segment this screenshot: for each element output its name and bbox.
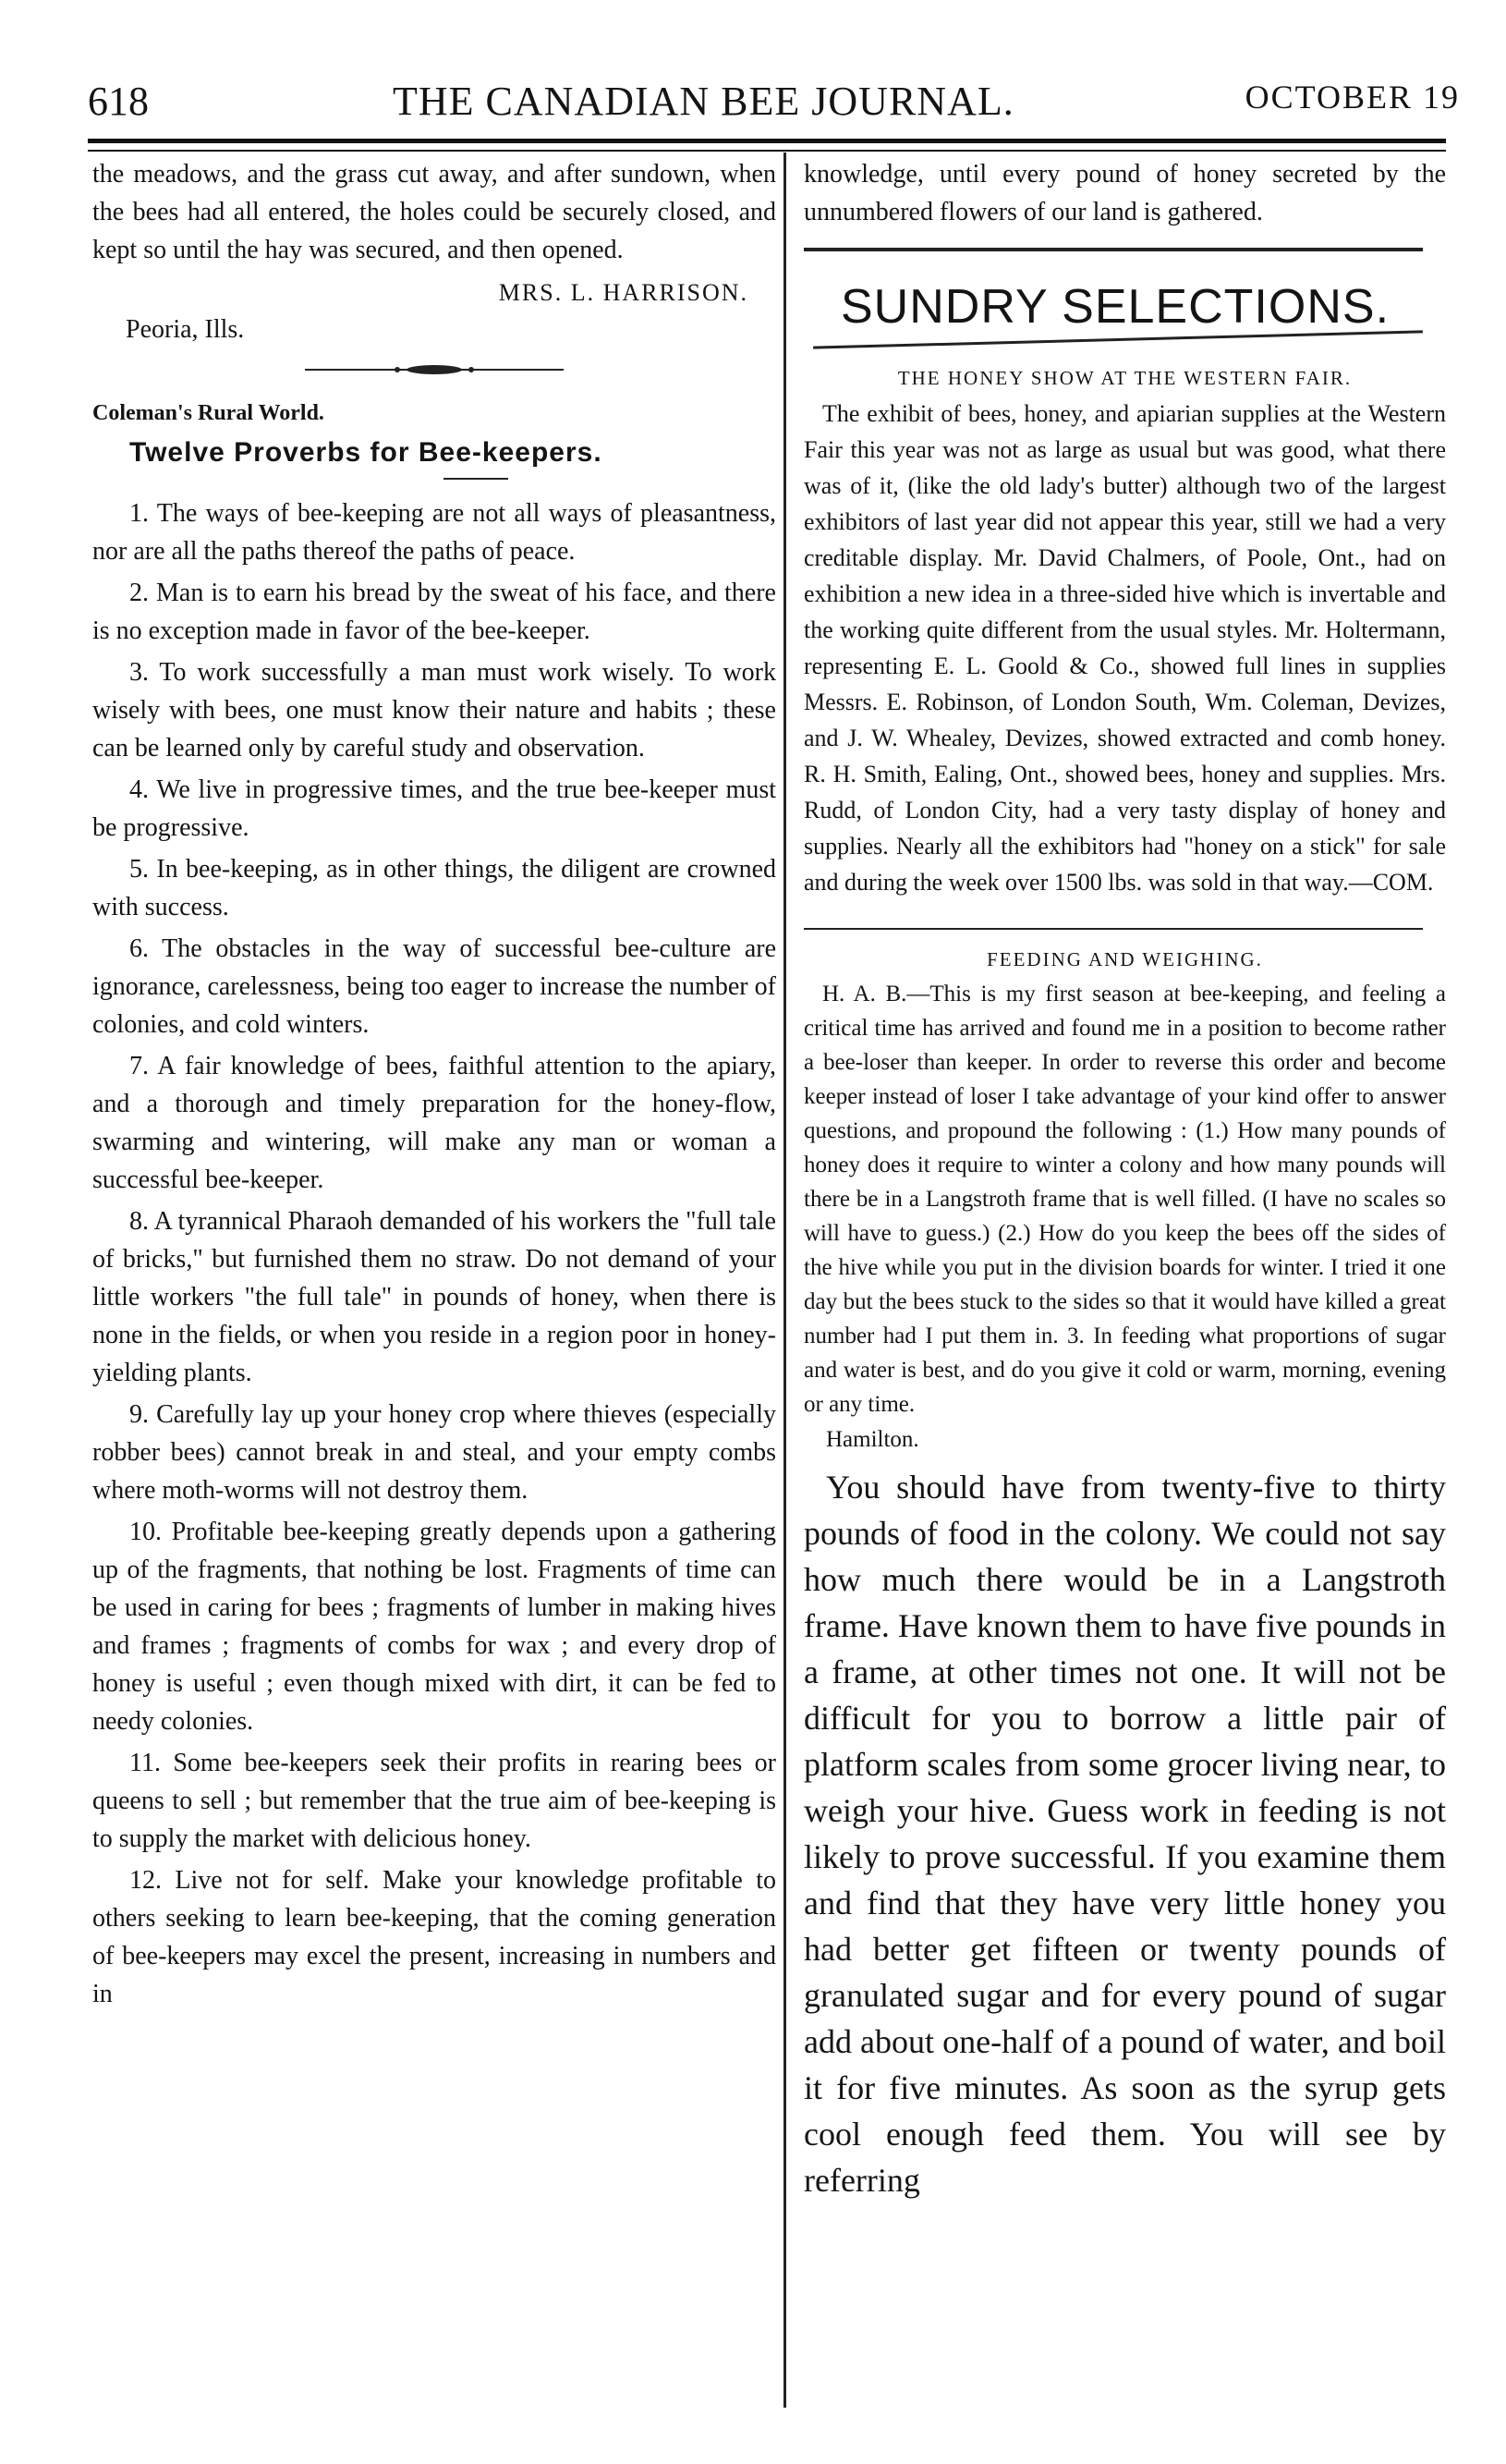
proverb-item: 8. A tyrannical Pharaoh demanded of his workers the "full tale of bricks," but furnished them no straw. Do not demand of your little workers "the full tale" in pounds of honey, when there is none in the fields, or when you reside in a region poor in honey-yielding plants. — [92, 1207, 776, 1387]
proverb-item: 6. The obstacles in the way of successful bee-culture are ignorance, carelessness, being too eager to increase the number of colonies, and cold winters. — [92, 934, 776, 1039]
right-intro-paragraph: knowledge, until every pound of honey secreted by the unnumbered flowers of our land is gathered. — [804, 160, 1446, 226]
editor-answer: You should have from twenty-five to thirty pounds of food in the colony. We could not say how much there would be in a Langstroth frame. Have known them to have five pounds in a frame, at other times not one. It will not be difficult for you to borrow a little pair of platform scales from some grocer living near, to weigh your hive. Guess work in feeding is not likely to prove successful. If you examine them and find that they have very little honey you had better get fifteen or twenty pounds of granulated sugar and for every pound of sugar add about one-half of a pound of water, and boil it for five minutes. As soon as the syrup gets cool enough feed them. You will see by referring — [804, 1469, 1446, 2199]
proverb-item: 10. Profitable bee-keeping greatly depends upon a gathering up of the fragments, that nothing be lost. Fragments of time can be used in caring for bees ; fragments of lumber in making hives and frames ; fragments of combs for wax ; and every drop of honey is useful ; even though mixed with dirt, it can be fed to needy colonies. — [92, 1518, 776, 1736]
proverb-item: 1. The ways of bee-keeping are not all ways of pleasantness, nor are all the paths thereof the paths of peace. — [92, 499, 776, 566]
reader-question: H. A. B.—This is my first season at bee-keeping, and feeling a critical time has arrived and found me in a position to become rather a bee-loser than keeper. In order to reverse this order and become keeper instead of loser I take advantage of your kind offer to answer questions, and propound the following : (1.) How many pounds of honey does it require to winter a colony and how many pounds will there be in a Langstroth frame that is well filled. (I have no scales so will have to guess.) (2.) How do you keep the bees off the sides of the hive while you put in the division boards for winter. I tried it one day but the bees stuck to the sides so that it would have killed a great number had I put them in. 3. In feeding what proportions of sugar and water is best, and do you give it cold or warm, morning, evening or any time. — [804, 982, 1446, 1417]
journal-title: THE CANADIAN BEE JOURNAL. — [393, 79, 1014, 124]
question-place: Hamilton. — [826, 1427, 919, 1452]
column-divider — [783, 152, 786, 2408]
source-credit: Coleman's Rural World. — [92, 401, 324, 425]
signature-name: MRS. L. HARRISON. — [498, 279, 748, 306]
proverb-item: 7. A fair knowledge of bees, faithful attention to the apiary, and a thorough and timely preparation for the honey-flow, swarming and wintering, will make any man or woman a successful bee-keeper. — [92, 1052, 776, 1194]
proverb-item: 5. In bee-keeping, as in other things, the diligent are crowned with success. — [92, 855, 776, 921]
article-separator — [804, 928, 1423, 930]
proverb-item: 4. We live in progressive times, and the true bee-keeper must be progressive. — [92, 775, 776, 842]
proverb-item: 3. To work successfully a man must work wisely. To work wisely with bees, one must know their nature and habits ; these can be learned only by careful study and observation. — [92, 658, 776, 762]
heading-rule — [443, 478, 508, 480]
ornament-divider — [305, 363, 564, 376]
left-intro-paragraph: the meadows, and the grass cut away, and after sundown, when the bees had all entered, the holes could be securely closed, and kept so until the hay was secured, and then opened. — [92, 160, 776, 264]
left-column — [92, 155, 776, 2017]
article-heading: THE HONEY SHOW AT THE WESTERN FAIR. — [897, 367, 1353, 389]
section-title: SUNDRY SELECTIONS. — [841, 280, 1391, 334]
article-body: The exhibit of bees, honey, and apiarian supplies at the Western Fair this year was not as large as usual but was good, what there was of it, (like the old lady's butter) although two of the largest exhibitors of last year did not appear this year, still we had a very creditable display. Mr. David Chalmers, of Poole, Ont., had on exhibition a new idea in a three-sided hive which is invertable and the working quite different from the usual styles. Mr. Holtermann, representing E. L. Goold & Co., showed full lines in supplies Messrs. E. Robinson, of London South, Wm. Coleman, Devizes, and J. W. Whealey, Devizes, showed extracted and comb honey. R. H. Smith, Ealing, Ont., showed bees, honey and supplies. Mrs. Rudd, of London City, had a very tasty display of honey and supplies. Nearly all the exhibitors had "honey on a stick" for sale and during the week over 1500 lbs. was sold in that way.—COM. — [804, 400, 1446, 896]
article-heading: Twelve Proverbs for Bee-keepers. — [129, 437, 602, 468]
signature-place: Peoria, Ills. — [126, 315, 245, 344]
right-column — [804, 155, 1446, 2203]
issue-date: OCTOBER 19 — [1245, 79, 1460, 116]
proverb-item: 11. Some bee-keepers seek their profits in rearing bees or queens to sell ; but remember that the true aim of bee-keeping is to supply the market with delicious honey. — [92, 1749, 776, 1853]
header-rule-thin — [88, 150, 1446, 152]
proverb-item: 9. Carefully lay up your honey crop where thieves (especially robber bees) cannot break in and steal, and your empty combs where moth-worms will not destroy them. — [92, 1400, 776, 1505]
proverb-item: 12. Live not for self. Make your knowledge profitable to others seeking to learn bee-keeping, that the coming generation of bee-keepers may excel the present, increasing in numbers and in — [92, 1866, 776, 2008]
page-header — [88, 55, 1460, 139]
article-heading: FEEDING AND WEIGHING. — [987, 948, 1263, 970]
proverb-item: 2. Man is to earn his bread by the sweat of his face, and there is no exception made in favor of the bee-keeper. — [92, 579, 776, 645]
header-rule-thick — [88, 139, 1446, 143]
section-rule — [804, 248, 1423, 251]
page-number: 618 — [88, 79, 149, 124]
